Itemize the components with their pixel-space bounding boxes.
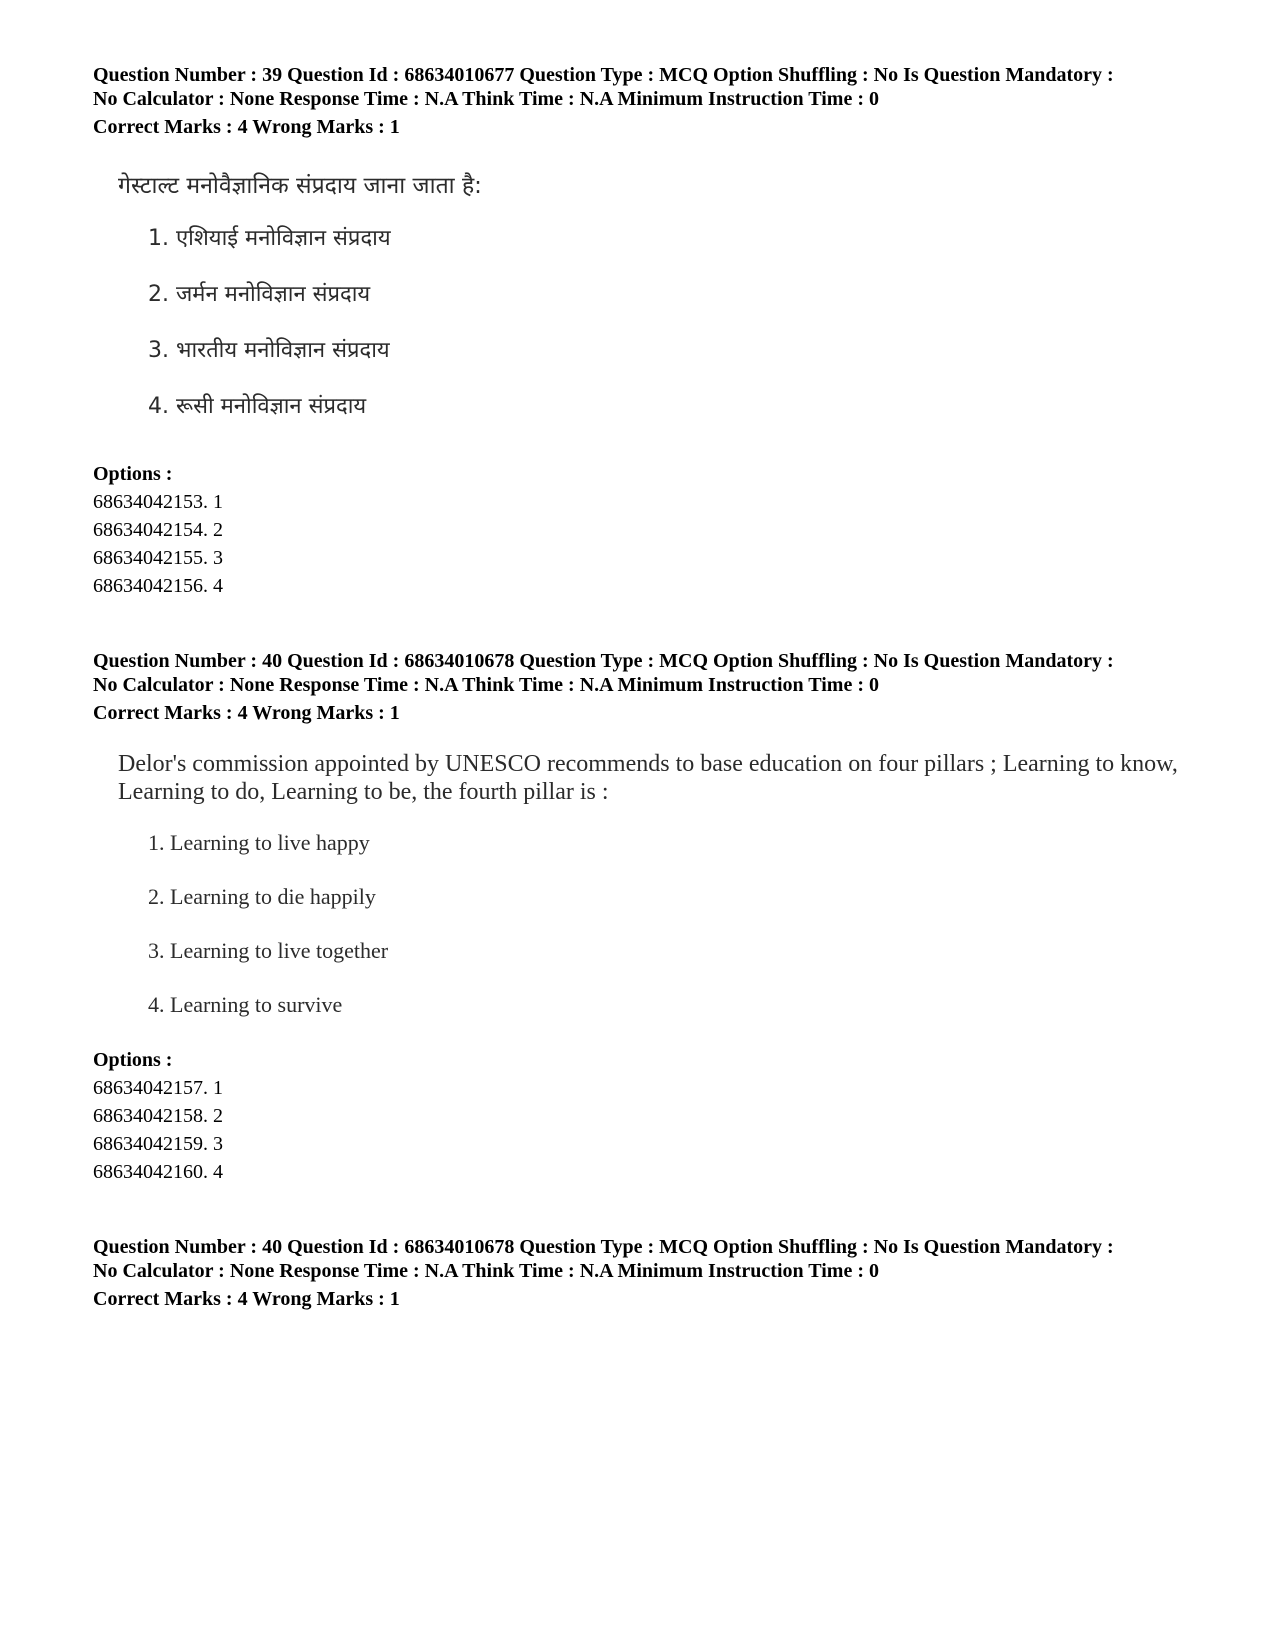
question-choice: 2. Learning to die happily (148, 884, 376, 909)
question-40-options (93, 1046, 693, 1186)
question-39-header (93, 63, 1213, 139)
option-id-row: 68634042160. 4 (93, 1161, 223, 1183)
question-meta-line: Question Number : 40 Question Id : 68634010678 Question Type : MCQ Option Shuffling : No Is Question Mandatory : (93, 650, 1114, 672)
option-id-row: 68634042157. 1 (93, 1077, 223, 1099)
question-marks-line: Correct Marks : 4 Wrong Marks : 1 (93, 1288, 400, 1310)
option-id-row: 68634042158. 2 (93, 1105, 223, 1127)
question-meta-line: No Calculator : None Response Time : N.A Think Time : N.A Minimum Instruction Time : 0 (93, 674, 879, 696)
option-id-row: 68634042154. 2 (93, 519, 223, 541)
question-39-body (118, 172, 1198, 442)
options-label: Options : (93, 463, 173, 485)
question-meta-line: Question Number : 39 Question Id : 68634010677 Question Type : MCQ Option Shuffling : No Is Question Mandatory : (93, 64, 1114, 86)
question-40-repeat-header (93, 1235, 1213, 1311)
question-40-body (118, 750, 1198, 1020)
question-choice: 4. Learning to survive (148, 992, 343, 1017)
option-id-row: 68634042156. 4 (93, 575, 223, 597)
options-label: Options : (93, 1049, 173, 1071)
option-id-row: 68634042159. 3 (93, 1133, 223, 1155)
question-stem-line: Learning to do, Learning to be, the fourth pillar is : (118, 779, 609, 805)
question-choice: 3. भारतीय मनोविज्ञान संप्रदाय (148, 338, 390, 363)
question-choice: 3. Learning to live together (148, 938, 389, 963)
question-meta-line: No Calculator : None Response Time : N.A Think Time : N.A Minimum Instruction Time : 0 (93, 1260, 879, 1282)
question-choice: 2. जर्मन मनोविज्ञान संप्रदाय (148, 282, 371, 307)
question-stem-line: Delor's commission appointed by UNESCO recommends to base education on four pillars ; Learning to know, (118, 751, 1178, 777)
question-choice: 4. रूसी मनोविज्ञान संप्रदाय (148, 394, 367, 419)
option-id-row: 68634042155. 3 (93, 547, 223, 569)
question-choice: 1. Learning to live happy (148, 830, 370, 855)
question-stem: गेस्टाल्ट मनोवैज्ञानिक संप्रदाय जाना जाता है: (118, 173, 482, 199)
option-id-row: 68634042153. 1 (93, 491, 223, 513)
question-meta-line: Question Number : 40 Question Id : 68634010678 Question Type : MCQ Option Shuffling : No Is Question Mandatory : (93, 1236, 1114, 1258)
question-40-header (93, 649, 1213, 725)
question-marks-line: Correct Marks : 4 Wrong Marks : 1 (93, 116, 400, 138)
question-choice: 1. एशियाई मनोविज्ञान संप्रदाय (148, 226, 391, 251)
question-39-options (93, 460, 693, 600)
question-marks-line: Correct Marks : 4 Wrong Marks : 1 (93, 702, 400, 724)
question-meta-line: No Calculator : None Response Time : N.A Think Time : N.A Minimum Instruction Time : 0 (93, 88, 879, 110)
